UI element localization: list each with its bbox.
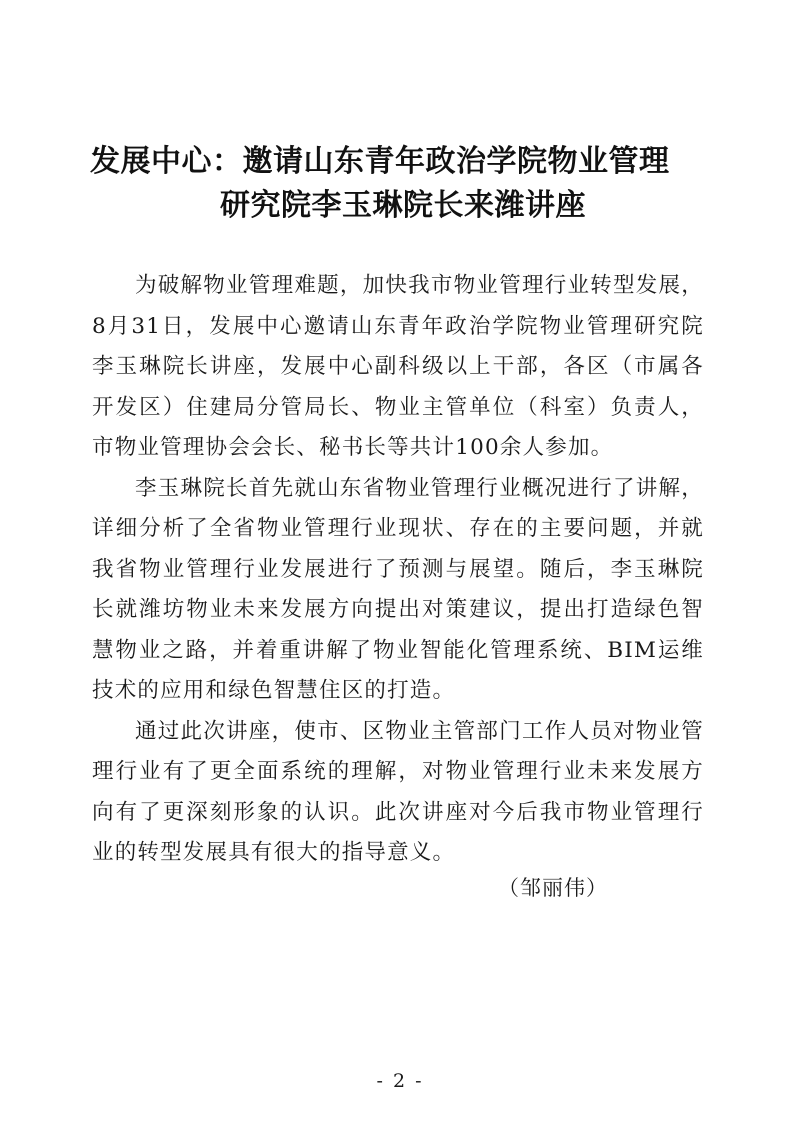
article-body [92, 266, 704, 874]
paragraph-1: 为破解物业管理难题，加快我市物业管理行业转型发展，8月31日，发展中心邀请山东青年政治学院物业管理研究院李玉琳院长讲座，发展中心副科级以上干部，各区（市属各开发区）住建局分管局长、物业主管单位（科室）负责人，市物业管理协会会长、秘书长等共计100余人参加。 [92, 273, 704, 460]
article-title [90, 140, 730, 228]
article-title-line-1: 发展中心：邀请山东青年政治学院物业管理 [90, 144, 670, 179]
page-number: - 2 - [376, 1070, 424, 1092]
paragraph-2: 李玉琳院长首先就山东省物业管理行业概况进行了讲解，详细分析了全省物业管理行业现状、存在的主要问题，并就我省物业管理行业发展进行了预测与展望。随后，李玉琳院长就潍坊物业未来发展方向提出对策建议，提出打造绿色智慧物业之路，并着重讲解了物业智能化管理系统、BIM运维技术的应用和绿色智慧住区的打造。 [92, 475, 704, 703]
paragraph-3: 通过此次讲座，使市、区物业主管部门工作人员对物业管理行业有了更全面系统的理解，对物业管理行业未来发展方向有了更深刻形象的认识。此次讲座对今后我市物业管理行业的转型发展具有很大的指导意义。 [92, 718, 704, 865]
article-title-line-2: 研究院李玉琳院长来潍讲座 [220, 188, 586, 223]
author-signature: （邹丽伟） [498, 876, 608, 900]
